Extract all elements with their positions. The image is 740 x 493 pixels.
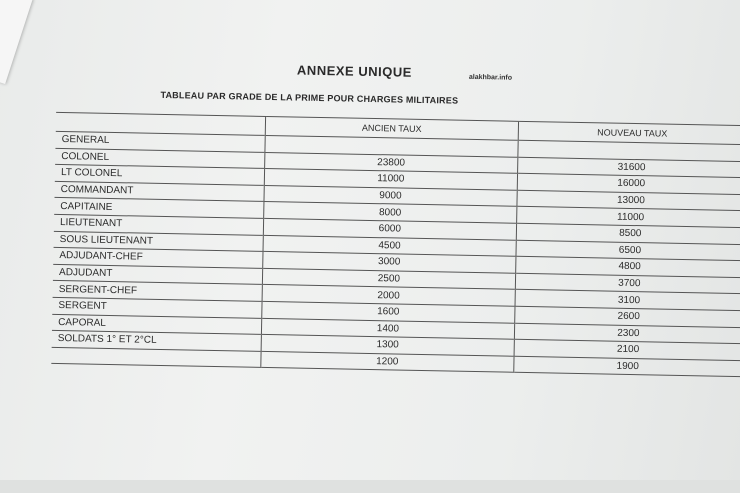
nouveau-taux-cell: 2300 xyxy=(514,323,740,344)
nouveau-taux-cell: 1900 xyxy=(513,356,740,377)
grade-cell: CAPORAL xyxy=(52,314,262,335)
header-nouveau-taux: NOUVEAU TAUX xyxy=(518,121,740,144)
grade-cell: ADJUDANT-CHEF xyxy=(53,248,263,269)
grade-cell: SOUS LIEUTENANT xyxy=(54,231,264,252)
ancien-taux-cell: 6000 xyxy=(263,218,516,239)
nouveau-taux-cell: 16000 xyxy=(517,173,740,194)
nouveau-taux-cell: 3700 xyxy=(515,273,740,294)
nouveau-taux-cell: 6500 xyxy=(516,240,740,261)
ancien-taux-cell: 11000 xyxy=(264,169,517,190)
grade-cell: LT COLONEL xyxy=(55,165,265,186)
ancien-taux-cell: 8000 xyxy=(264,202,517,223)
grade-cell: SOLDATS 1° ET 2°CL xyxy=(52,331,262,352)
ancien-taux-cell: 3000 xyxy=(263,252,516,273)
source-watermark: alakhbar.info xyxy=(468,73,513,82)
document-subtitle: TABLEAU PAR GRADE DE LA PRIME POUR CHARGES MILITAIRES xyxy=(160,89,459,106)
ancien-taux-cell: 4500 xyxy=(263,235,516,256)
nouveau-taux-cell: 31600 xyxy=(517,157,740,178)
grade-cell: ADJUDANT xyxy=(53,264,263,285)
allowance-table xyxy=(51,112,740,378)
grade-cell xyxy=(51,347,261,368)
ancien-taux-cell: 1200 xyxy=(261,351,514,372)
nouveau-taux-cell: 4800 xyxy=(515,256,740,277)
nouveau-taux-cell: 3100 xyxy=(515,290,740,311)
nouveau-taux-cell: 2100 xyxy=(514,339,740,360)
ancien-taux-cell: 1600 xyxy=(262,301,515,322)
grade-cell: LIEUTENANT xyxy=(54,214,264,235)
ancien-taux-cell: 23800 xyxy=(265,152,518,173)
grade-cell: COLONEL xyxy=(55,148,265,169)
nouveau-taux-cell: 2600 xyxy=(514,306,740,327)
ancien-taux-cell: 2500 xyxy=(262,268,515,289)
grade-cell: COMMANDANT xyxy=(55,181,265,202)
document-title: ANNEXE UNIQUE xyxy=(296,62,412,80)
ancien-taux-cell: 1300 xyxy=(261,335,514,356)
nouveau-taux-cell: 8500 xyxy=(516,223,740,244)
ancien-taux-cell: 2000 xyxy=(262,285,515,306)
grade-cell: CAPITAINE xyxy=(54,198,264,219)
grade-cell: GENERAL xyxy=(55,131,265,152)
nouveau-taux-cell: 11000 xyxy=(516,207,740,228)
grade-cell: SERGENT xyxy=(52,297,262,318)
ancien-taux-cell: 1400 xyxy=(261,318,514,339)
nouveau-taux-cell: 13000 xyxy=(517,190,740,211)
header-ancien-taux: ANCIEN TAUX xyxy=(265,116,518,140)
ancien-taux-cell: 9000 xyxy=(264,185,517,206)
grade-cell: SERGENT-CHEF xyxy=(53,281,263,302)
table-body xyxy=(51,131,740,377)
